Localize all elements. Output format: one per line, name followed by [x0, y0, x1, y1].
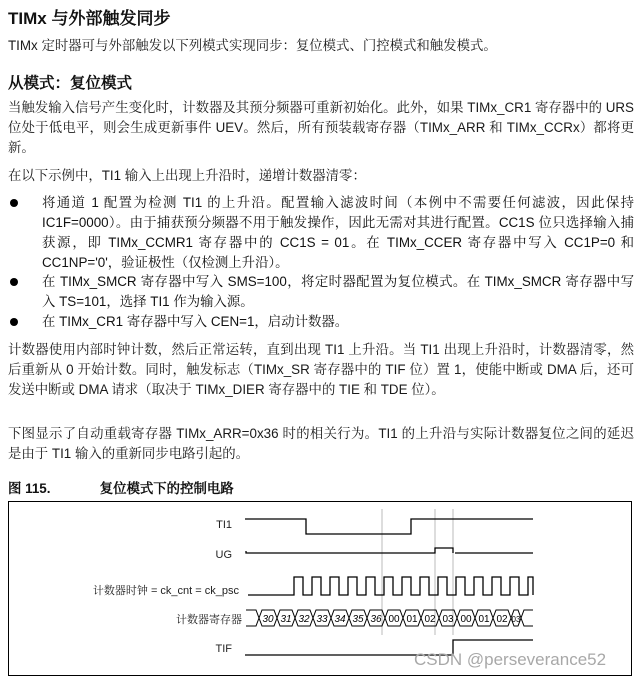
- waveform-ti1: [245, 519, 533, 534]
- bullet-item: 在 TIMx_CR1 寄存器中写入 CEN=1，启动计数器。: [8, 312, 634, 332]
- signal-label-counter-clock: 计数器时钟 = ck_cnt = ck_psc: [92, 585, 239, 597]
- counter-value: 31: [280, 614, 292, 625]
- signal-label-counter-register: 计数器寄存器: [176, 614, 242, 626]
- figure-title: 复位模式下的控制电路: [99, 481, 234, 496]
- counter-value: 36: [370, 614, 382, 625]
- page-heading: TIMx 与外部触发同步: [8, 9, 171, 28]
- bullet-item: 将通道 1 配置为检测 TI1 的上升沿。配置输入滤波时间（本例中不需要任何滤波，因此保持 IC1F=0000）。由于捕获预分频器不用于触发操作，因此无需对其进行配置。CC1S 位只选择输入捕获源，即 TIMx_CCMR1 寄存器中的 CC1S = 01。在 TIMx_CCER 寄存器中写入 CC1P=0 和 CC1NP='0'，验证极性（仅检测上升沿）。: [8, 193, 634, 273]
- counter-value: 01: [478, 614, 490, 625]
- counter-value: 30: [262, 614, 274, 625]
- paragraph-reset-description: 当触发输入信号产生变化时，计数器及其预分频器可重新初始化。此外，如果 TIMx_CR1 寄存器中的 URS 位处于低电平，则会生成更新事件 UEV。然后，所有预装载寄存器（TIMx_ARR 和 TIMx_CCRx）都将更新。: [8, 100, 634, 155]
- waveform-ug: [246, 548, 453, 553]
- counter-register-cells: [259, 610, 521, 626]
- watermark: CSDN @perseverance52: [414, 650, 607, 669]
- counter-value: 00: [388, 614, 400, 625]
- counter-value: 32: [298, 614, 310, 625]
- bullet-item: 在 TIMx_SMCR 寄存器中写入 SMS=100，将定时器配置为复位模式。在 TIMx_SMCR 寄存器中写入 TS=101，选择 TI1 作为输入源。: [8, 272, 634, 312]
- paragraph-counter-behavior: 计数器使用内部时钟计数，然后正常运转，直到出现 TI1 上升沿。当 TI1 出现上升沿时，计数器清零，然后重新从 0 开始计数。同时，触发标志（TIMx_SR 寄存器中的 TIF 位）置 1，使能中断或 DMA 后，还可发送中断或 DMA 请求（取决于 TIMx_DIER 寄存器中的 TIE 和 TDE 位）。: [8, 342, 634, 397]
- signal-label-tif: TIF: [215, 643, 232, 655]
- counter-value: 33: [316, 614, 328, 625]
- counter-value: 35: [352, 614, 364, 625]
- counter-value: 03: [511, 615, 521, 624]
- figure-number: 图 115.: [8, 481, 51, 496]
- counter-value: 03: [442, 614, 454, 625]
- signal-label-ug: UG: [215, 549, 232, 561]
- counter-value: 01: [406, 614, 418, 625]
- paragraph-figure-description: 下图显示了自动重载寄存器 TIMx_ARR=0x36 时的相关行为。TI1 的上升沿与实际计数器复位之间的延迟是由于 TI1 输入的重新同步电路引起的。: [8, 426, 634, 461]
- section-title: 从模式：复位模式: [8, 75, 133, 92]
- counter-value: 02: [424, 614, 436, 625]
- counter-value: 00: [460, 614, 472, 625]
- counter-value: 34: [334, 614, 346, 625]
- paragraph-example-intro: 在以下示例中，TI1 输入上出现上升沿时，递增计数器清零：: [8, 168, 366, 183]
- waveform-counter-clock: [248, 577, 533, 595]
- intro-paragraph: TIMx 定时器可与外部触发以下列模式实现同步：复位模式、门控模式和触发模式。: [8, 38, 497, 53]
- counter-value: 02: [496, 614, 508, 625]
- signal-label-ti1: TI1: [216, 519, 232, 531]
